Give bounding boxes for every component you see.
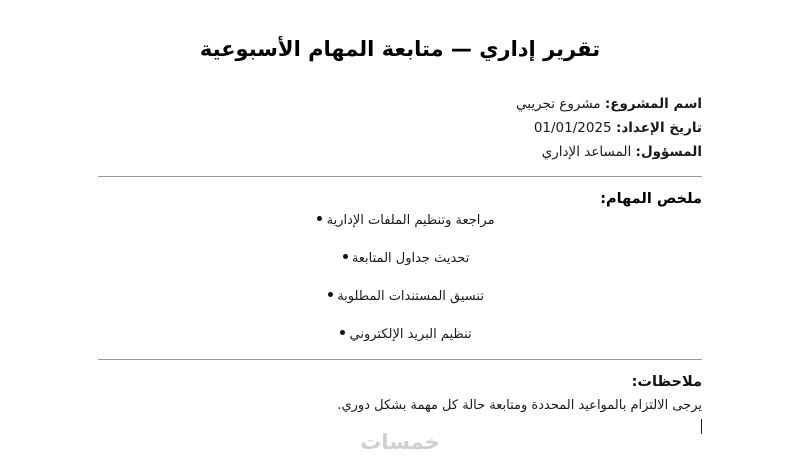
notes-heading: ملاحظات: [631, 373, 702, 390]
divider-bottom [98, 359, 702, 360]
list-item [98, 327, 702, 343]
divider-top [98, 176, 702, 177]
meta-label-owner: المسؤول: [635, 143, 702, 160]
bullet-icon [317, 216, 322, 221]
notes-text: يرجى الالتزام بالمواعيد المحددة ومتابعة حالة كل مهمة بشكل دوري. [337, 397, 702, 413]
list-item [98, 289, 702, 305]
meta-value-project: مشروع تجريبي [516, 96, 601, 113]
list-item [98, 213, 702, 229]
task-text: تحديث جداول المتابعة [351, 251, 470, 267]
bullet-icon [328, 292, 333, 297]
bullet-icon [340, 330, 345, 335]
task-list [98, 213, 702, 343]
task-text: تنظيم البريد الإلكتروني [349, 326, 472, 342]
meta-row-owner [98, 141, 702, 165]
meta-row-project [98, 93, 702, 117]
bullet-icon [343, 254, 348, 259]
list-item [98, 251, 702, 267]
task-text: مراجعة وتنظيم الملفات الإدارية [326, 213, 495, 229]
watermark: خمسات [360, 430, 440, 454]
task-text: تنسيق المستندات المطلوبة [337, 288, 484, 304]
meta-label-date: تاريخ الإعداد: [615, 119, 702, 136]
text-cursor [701, 419, 702, 434]
document-meta [98, 93, 702, 164]
meta-label-project: اسم المشروع: [604, 96, 702, 113]
meta-value-date: 01/01/2025 [533, 119, 612, 136]
meta-row-date [98, 117, 702, 141]
page-title: تقرير إداري — متابعة المهام الأسبوعية [199, 37, 601, 61]
summary-heading: ملخص المهام: [600, 191, 702, 208]
meta-value-owner: المساعد الإداري [541, 143, 632, 160]
